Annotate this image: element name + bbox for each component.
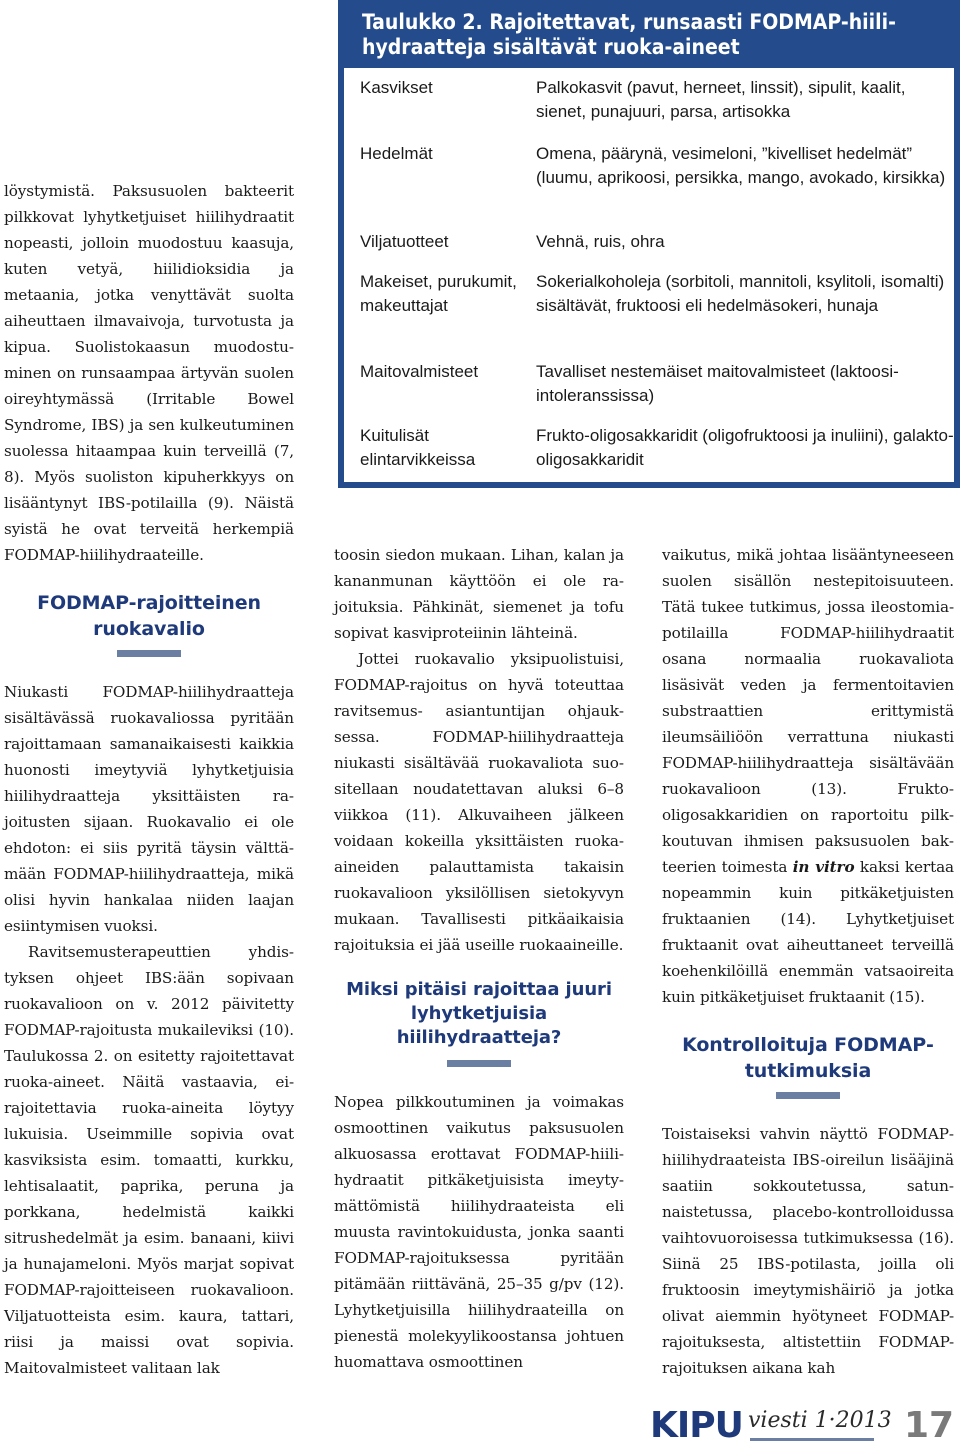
column-2 <box>334 542 624 1375</box>
footer-rule <box>750 1438 874 1441</box>
table-cell-items: Tavalliset nestemäiset maitovalmisteet (laktoosiintoleranssissa) <box>536 362 899 405</box>
paragraph: Ravitsemusterapeuttien yhdistyksen ohjeet IBS:ään sopivaan ruokavalioon on v. 2012 päivitetty FODMAP-rajoitusta mukaileviksi (10). Taulukossa 2. on esitetty rajoitettavat ruoka-aineet. Näitä vastaavia, ei-rajoitettavia ruoka-aineita löytyy lukuisia. Useimmille sopivia ovat kasviksista esim. tomaatti, kurkku, lehtisalaatit, paprika, peruna ja porkkana, hedelmistä kaikki sitrushedelmät ja esim. banaani, kiivi ja hunajameloni. Myös marjat sopivat FODMAP-rajoitteiseen ruokavalioon. Viljatuotteista esim. kaura, tattari, riisi ja maissi ovat sopivia. Maitovalmisteet valitaan lak <box>4 943 294 1377</box>
kipu-logo: KIPU <box>650 1405 743 1446</box>
paragraph: Toistaiseksi vahvin näyttö FODMAPhiilihydraateista IBS-oireilun lisääjinä saatiin sokkoutetussa, satunnaistetussa, placebo-kontrolloidussa vaihtovuoroisessa tutkimuksessa (16). Siinä 25 IBS-potilasta, joilla oli fruktoosin imeytymishäiriö ja jotka olivat aiemmin hyötyneet FODMAP-rajoituksesta, altistettiin FODMAP-rajoituksen aikana kah <box>662 1125 954 1377</box>
table-cell-items: Frukto-oligosakkaridit (oligofruktoosi ja inuliini), galakto-oligosakkaridit <box>536 426 954 469</box>
paragraph: löystymistä. Paksusuolen bakteerit pilkkovat lyhytketjuiset hiilihydraatit nopeasti, jolloin muodostuu kaasuja, kuten vetyä, hiilidioksidia ja metaania, jotka venyttävät suolta aiheuttaen ilmavaivoja, turvotusta ja kipua. Suolistokaasun muodostuminen on runsaampaa ärtyvän suolen oireyhtymässä (Irritable Bowel Syndrome, IBS) ja sen kulkeutuminen suolessa hitaampaa kuin terveillä (7, 8). Myös suoliston kipuherkkyys on lisääntynyt IBS-potilailla (9). Näistä syistä he ovat terveitä herkempiä FODMAP-hiilihydraateille. <box>4 182 294 564</box>
emphasis: in vitro <box>792 858 855 876</box>
table-cell-category: Kuitulisät elintarvikkeissa <box>360 426 476 469</box>
table-cell-category: Viljatuotteet <box>360 232 449 251</box>
table-body <box>344 68 954 482</box>
table-cell-items: Palkokasvit (pavut, herneet, linssit), sipulit, kaalit, sienet, punajuuri, parsa, artisokka <box>536 78 906 121</box>
paragraph: Jottei ruokavalio yksipuolistuisi, FODMAP-rajoitus on hyvä toteuttaa ravitsemus- asiantuntijan ohjauksessa. FODMAP-hiilihydraatteja niukasti sisältävää ruokavaliota suositellaan noudatettavan aluksi 6–8 viikkoa (11). Alkuvaiheen jälkeen voidaan kokeilla yksittäisten ruokaaineiden palauttamista takaisin ruokavalioon yksilöllisen sietokyvyn mukaan. Tavallisesti pitkäaikaisia rajoituksia ei jää useille ruokaaineille. <box>334 650 624 954</box>
table-caption: Taulukko 2. Rajoitettavat, runsaasti FODMAP-hiilihydraatteja sisältävät ruoka-aineet <box>362 10 896 59</box>
text-run: kaksi kertaa nopeammin kuin pitkäketjuisten fruktaanien (14). Lyhytketjuiset fruktaanit ovat aiheuttaneet terveillä koehenkilöillä enemmän vatsaoireita kuin pitkäketjuiset fruktaanit (15). <box>662 858 954 1006</box>
table-cell-category: Kasvikset <box>360 78 433 97</box>
heading-underline <box>776 1092 840 1099</box>
table-cell-items: Omena, päärynä, vesimeloni, ”kivelliset hedelmät” (luumu, aprikoosi, persikka, mango, avokado, kirsikka) <box>536 144 946 187</box>
heading-underline <box>117 650 181 657</box>
column-1 <box>4 178 294 1381</box>
text-run: vaikutus, mikä johtaa lisääntyneeseen suolen sisällön nestepitoisuuteen. Tätä tukee tutkimus, jossa ileostomia-potilailla FODMAP-hiilihydraatit osana normaalia ruokavaliota lisäsivät veden ja fermentoitavien substraattien erittymistä ileumsäiliöön verrattuna niukasti FODMAP-hiilihydraatteja sisältävään ruokavalioon (13). Fruktooligosakkaridien on raportoitu pilkkoutuvan ihmisen paksusuolen bakteerien toimesta <box>662 546 954 876</box>
paragraph: toosin siedon mukaan. Lihan, kalan ja kananmunan käyttöön ei ole rajoituksia. Pähkinät, siemenet ja tofu sopivat kasviproteiinin lähteinä. <box>334 546 624 642</box>
table-cell-category: Makeiset, purukumit, makeuttajat <box>360 272 517 315</box>
column-3 <box>662 542 954 1381</box>
section-heading: FODMAP-rajoitteinen ruokavalio <box>37 592 261 640</box>
issue-label: viesti 1·2013 <box>748 1408 892 1433</box>
table-cell-items: Sokerialkoholeja (sorbitoli, mannitoli, ksylitoli, isomalti) sisältävät, fruktoosi eli hedelmäsokeri, hunaja <box>536 272 945 315</box>
paragraph: Niukasti FODMAP-hiilihydraatteja sisältävässä ruokavaliossa pyritään rajoittamaan samanaikaisesti kaikkia huonosti imeytyviä lyhytketjuisia hiilihydraatteja yksittäisten rajoitusten sijaan. Ruokavalio ei ole ehdoton: ei siis pyritä täysin välttämään FODMAP-hiilihydraatteja, mikä olisi hyvin hankalaa niiden laajan esiintymisen vuoksi. <box>4 683 294 935</box>
table-cell-category: Hedelmät <box>360 144 433 163</box>
paragraph: Nopea pilkkoutuminen ja voimakas osmoottinen vaikutus paksusuolen alkuosassa erottavat FODMAP-hiilihydraatit pitkäketjuisista imeytymättömistä hiilihydraateista eli muusta ravintokuidusta, jonka saanti FODMAP-rajoituksessa pyritään pitämään riittävänä, 25–35 g/pv (12). Lyhytketjuisilla hiilihydraateilla on pienestä molekyylikoostansa johtuen huomattava osmoottinen <box>334 1093 624 1371</box>
section-heading: Miksi pitäisi rajoittaa juuri lyhytketjuisia hiilihydraatteja? <box>346 979 612 1048</box>
page-number: 17 <box>904 1405 955 1446</box>
heading-underline <box>447 1060 511 1067</box>
table-cell-category: Maitovalmisteet <box>360 362 479 381</box>
section-heading: Kontrolloituja FODMAPtutkimuksia <box>682 1034 934 1082</box>
paragraph <box>662 542 954 1010</box>
table-cell-items: Vehnä, ruis, ohra <box>536 232 665 251</box>
page-footer <box>650 1402 955 1452</box>
